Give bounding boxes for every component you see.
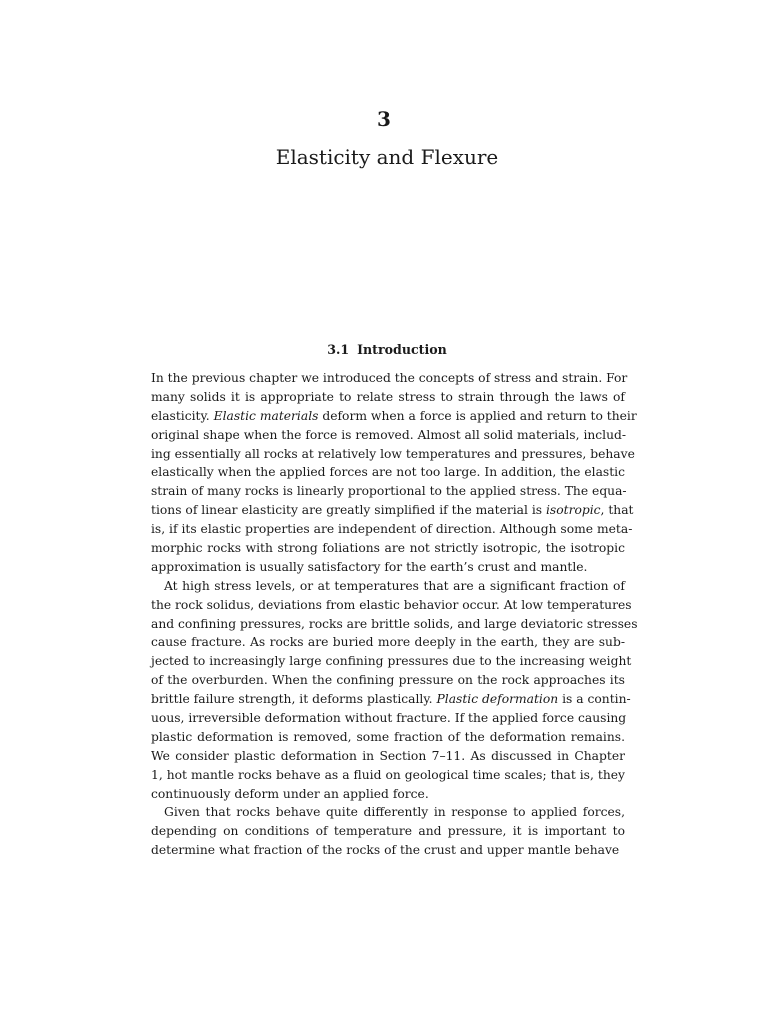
text-run: is a contin- <box>558 692 631 707</box>
text-run: Given that rocks behave quite differently in response to applied forces, <box>164 805 625 820</box>
text-run: original shape when the force is removed. Almost all solid materials, includ- <box>151 427 627 442</box>
text-run: and confining pressures, rocks are brittle solids, and large deviatoric stresses <box>151 616 638 631</box>
text-run: approximation is usually satisfactory for the earth’s crust and mantle. <box>151 559 588 574</box>
text-line <box>151 615 638 634</box>
emphasized-term: isotropic <box>545 503 601 518</box>
text-line <box>151 633 625 652</box>
text-line <box>151 596 632 615</box>
text-run: morphic rocks with strong foliations are not strictly isotropic, the isotropic <box>151 541 625 556</box>
paragraph <box>151 577 638 804</box>
text-line <box>151 803 625 822</box>
text-line <box>151 671 625 690</box>
text-line <box>151 369 628 388</box>
section-heading <box>0 341 768 359</box>
body-text <box>151 369 638 860</box>
text-run: deform when a force is applied and return to their <box>318 408 637 423</box>
text-run: We consider plastic deformation in Section 7–11. As discussed in Chapter <box>151 748 625 763</box>
text-line <box>151 407 637 426</box>
text-line <box>151 445 635 464</box>
text-line <box>151 841 625 860</box>
text-run: uous, irreversible deformation without fracture. If the applied force causing <box>151 711 627 726</box>
text-line <box>151 690 631 709</box>
text-run: elastically when the applied forces are not too large. In addition, the elastic <box>151 465 625 480</box>
text-run: In the previous chapter we introduced the concepts of stress and strain. For <box>151 371 628 385</box>
text-line <box>151 520 633 539</box>
text-line <box>151 652 632 671</box>
text-run: elasticity. <box>151 408 214 423</box>
section-title: Introduction <box>357 342 447 357</box>
text-line <box>151 539 625 558</box>
text-line <box>151 747 625 766</box>
text-run: cause fracture. As rocks are buried more deeply in the earth, they are sub- <box>151 635 625 650</box>
text-run: of the overburden. When the confining pressure on the rock approaches its <box>151 673 625 688</box>
text-line <box>151 482 625 501</box>
text-line <box>151 785 625 804</box>
text-line <box>151 463 625 482</box>
text-line <box>151 501 634 520</box>
text-line <box>151 388 625 407</box>
text-run: continuously deform under an applied force. <box>151 786 429 801</box>
text-run: ing essentially all rocks at relatively low temperatures and pressures, behave <box>151 446 635 461</box>
text-line <box>151 709 625 728</box>
text-run: determine what fraction of the rocks of the crust and upper mantle behave <box>151 843 620 858</box>
text-run: the rock solidus, deviations from elastic behavior occur. At low temperatures <box>151 597 632 612</box>
text-run: strain of many rocks is linearly proportional to the applied stress. The equa- <box>151 484 627 499</box>
text-run: jected to increasingly large confining pressures due to the increasing weight <box>151 654 632 669</box>
chapter-number: 3 <box>377 107 391 131</box>
text-line <box>151 577 625 596</box>
text-run: , that <box>600 503 634 518</box>
text-line <box>151 426 625 445</box>
text-run: tions of linear elasticity are greatly simplified if the material is <box>151 503 546 518</box>
text-run: At high stress levels, or at temperatures that are a significant fraction of <box>164 578 625 593</box>
emphasized-term: Elastic materials <box>213 408 319 423</box>
paragraph <box>151 369 637 577</box>
text-run: depending on conditions of temperature and pressure, it is important to <box>151 824 625 839</box>
section-number: 3.1 <box>327 342 350 357</box>
paragraph <box>151 803 625 860</box>
chapter-title: Elasticity and Flexure <box>275 145 499 169</box>
text-line <box>151 728 625 747</box>
text-line <box>151 822 625 841</box>
text-run: brittle failure strength, it deforms plastically. <box>151 692 437 707</box>
text-run: plastic deformation is removed, some fraction of the deformation remains. <box>151 729 625 744</box>
emphasized-term: Plastic deformation <box>436 692 559 707</box>
text-run: is, if its elastic properties are independent of direction. Although some meta- <box>151 522 633 537</box>
text-run: many solids it is appropriate to relate stress to strain through the laws of <box>151 389 625 404</box>
text-line <box>151 766 625 785</box>
text-run: 1, hot mantle rocks behave as a fluid on geological time scales; that is, they <box>151 767 625 782</box>
text-line <box>151 558 625 577</box>
